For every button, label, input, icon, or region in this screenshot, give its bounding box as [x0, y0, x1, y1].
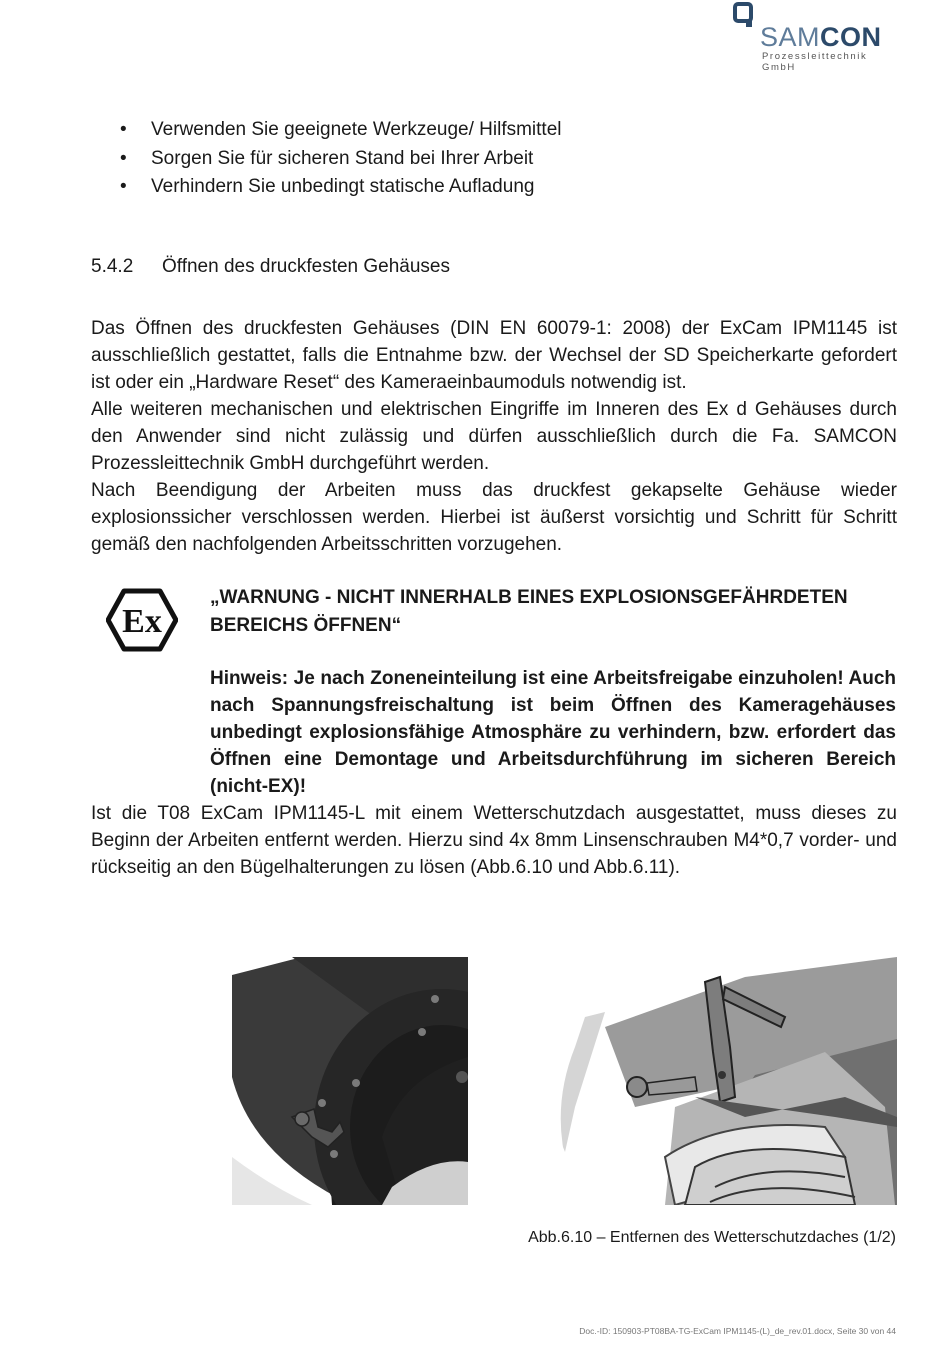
body-paragraphs — [91, 315, 897, 558]
safety-bullet-list — [120, 116, 562, 202]
company-logo — [733, 0, 903, 73]
ex-symbol-text: Ex — [122, 603, 162, 640]
paragraph: Alle weiteren mechanischen und elektrischen Eingriffe im Inneren des Ex d Gehäuses durch den Anwender sind nicht zulässig und dürfen ausschließlich durch die Fa. SAMCON Prozessleittechnik GmbH durchgeführt werden. — [91, 399, 897, 474]
paragraph: Das Öffnen des druckfesten Gehäuses (DIN EN 60079-1: 2008) der ExCam IPM1145 ist ausschließlich gestattet, falls die Entnahme bzw. der Wechsel der SD Speicherkarte gefordert ist oder ein „Hardware Reset“ des Kameraeinbaumoduls notwendig ist. — [91, 318, 897, 393]
logo-subtitle: Prozessleittechnik GmbH — [762, 51, 868, 73]
figure-image-housing-left — [232, 957, 468, 1205]
figure-caption: Abb.6.10 – Entfernen des Wetterschutzdaches (1/2) — [528, 1229, 896, 1246]
list-item: • Verwenden Sie geeignete Werkzeuge/ Hilfsmittel — [120, 116, 562, 145]
warning-note: Hinweis: Je nach Zoneneinteilung ist eine Arbeitsfreigabe einzuholen! Auch nach Spannungsfreischaltung ist beim Öffnen des Kameragehäuses unbedingt explosionsfähige Atmosphäre zu verhindern, bzw. erfordert das Öffnen eine Demontage und Arbeitsdurchführung im sicheren Bereich (nicht-EX)! — [210, 668, 896, 797]
logo-brand: SAMCON — [760, 22, 882, 52]
document-footer: Doc.-ID: 150903-PT08BA-TG-ExCam IPM1145-(L)_de_rev.01.docx, Seite 30 von 44 — [579, 1326, 896, 1336]
ex-hazard-icon — [106, 588, 178, 652]
warning-text: „WARNUNG - NICHT INNERHALB EINES EXPLOSIONSGEFÄHRDETEN BEREICHS ÖFFNEN“ — [210, 587, 848, 636]
paragraph: Nach Beendigung der Arbeiten muss das druckfest gekapselte Gehäuse wieder explosionssicher verschlossen werden. Hierbei ist äußerst vorsichtig und Schritt für Schritt gemäß den nachfolgenden Arbeitsschritten vorzugehen. — [91, 480, 897, 555]
section-number: 5.4.2 — [91, 256, 134, 277]
section-title: Öffnen des druckfesten Gehäuses — [162, 256, 450, 277]
paragraph: Ist die T08 ExCam IPM1145-L mit einem Wetterschutzdach ausgestattet, muss dieses zu Beginn der Arbeiten entfernt werden. Hierzu sind 4x 8mm Linsenschrauben M4*0,7 vorder- und rückseitig an den Bügelhalterungen zu lösen (Abb.6.10 und Abb.6.11). — [91, 803, 897, 878]
logo-mark-icon — [733, 2, 755, 28]
list-item: • Sorgen Sie für sicheren Stand bei Ihrer Arbeit — [120, 145, 562, 174]
list-item: • Verhindern Sie unbedingt statische Aufladung — [120, 173, 562, 202]
section-heading — [91, 254, 450, 280]
figure-image-bracket-right — [545, 957, 897, 1205]
